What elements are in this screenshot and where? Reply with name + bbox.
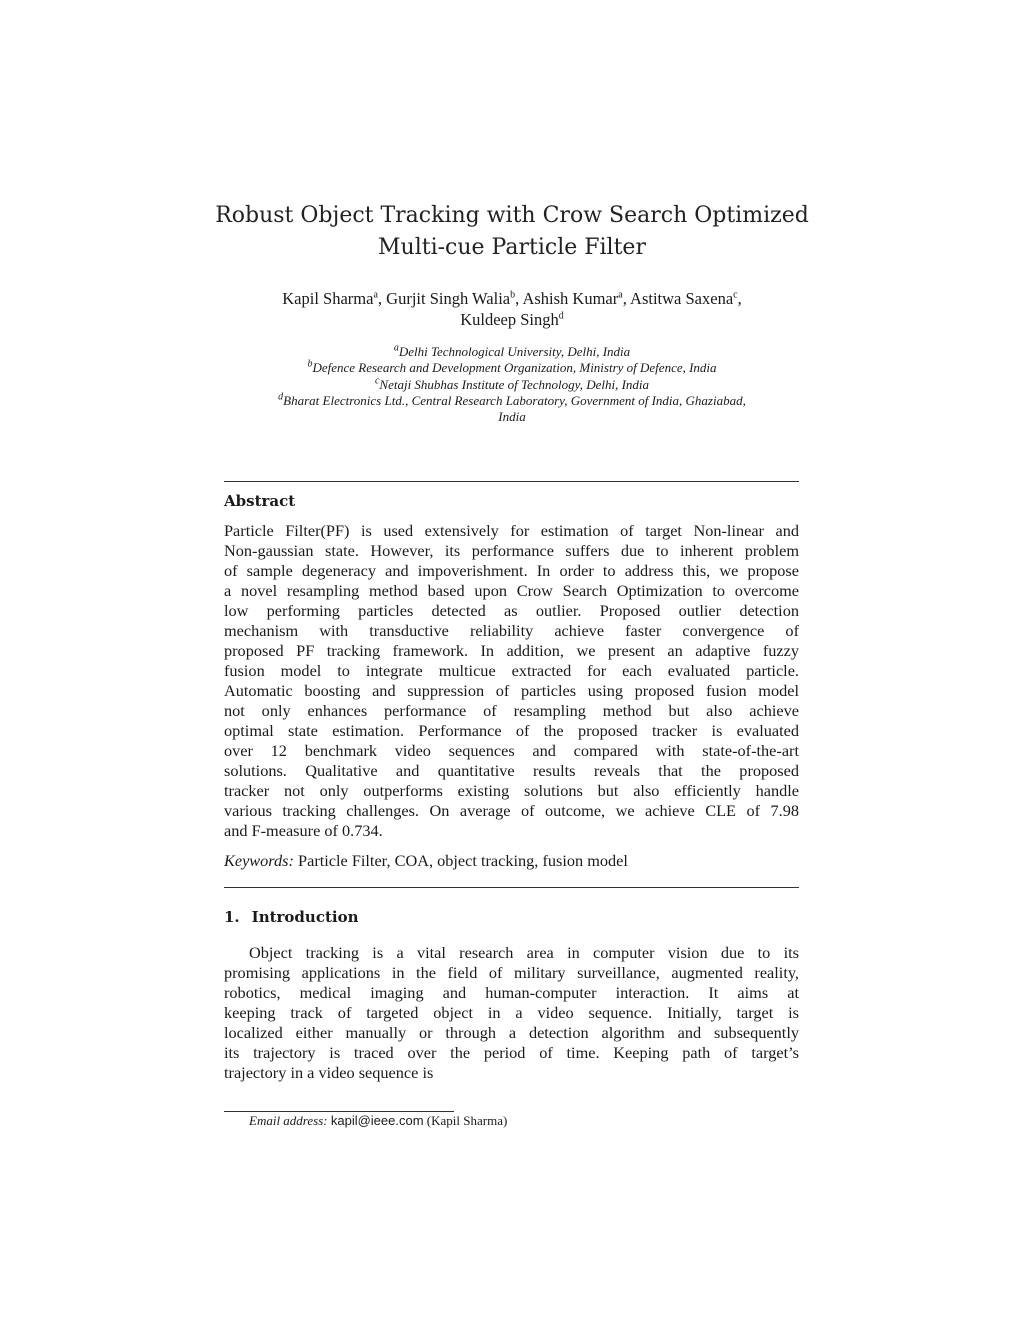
abstract-line: various tracking challenges. On average of outcome, we achieve CLE of 7.98 — [224, 801, 799, 820]
author-sup: b — [510, 289, 516, 301]
abstract-line: fusion model to integrate multicue extracted for each evaluated particle. — [224, 661, 799, 680]
keywords-label: Keywords: — [224, 851, 294, 870]
affiliation-text: Netaji Shubhas Institute of Technology, Delhi, India — [379, 376, 650, 392]
author-name: Kuldeep Singh — [460, 310, 559, 329]
section-number: 1. — [224, 908, 240, 926]
abstract-line: Non-gaussian state. However, its performance suffers due to inherent problem — [224, 541, 799, 560]
email-link[interactable]: kapil@ieee.com — [330, 1113, 424, 1128]
abstract-line: and F-measure of 0.734. — [224, 821, 383, 840]
title-line-1: Robust Object Tracking with Crow Search Optimized — [215, 203, 809, 228]
affiliation-d — [180, 393, 844, 409]
abstract-line: mechanism with transductive reliability achieve faster convergence of — [224, 621, 799, 640]
intro-line: keeping track of targeted object in a video sequence. Initially, target is — [224, 1003, 799, 1022]
author-name: Ashish Kumar — [522, 289, 619, 308]
section-title: Introduction — [251, 908, 359, 926]
title-line-2: Multi-cue Particle Filter — [378, 235, 646, 260]
keywords — [224, 851, 628, 871]
section-heading-introduction — [224, 907, 359, 927]
intro-line: localized either manually or through a detection algorithm and subsequently — [224, 1023, 799, 1042]
affiliation-a — [180, 344, 844, 360]
affiliation-b — [180, 360, 844, 376]
abstract-line: a novel resampling method based upon Crow Search Optimization to overcome — [224, 581, 799, 600]
affiliation-sup: d — [278, 391, 284, 403]
abstract-line: Particle Filter(PF) is used extensively for estimation of target Non-linear and — [224, 521, 799, 540]
affiliation-text: Bharat Electronics Ltd., Central Research Laboratory, Government of India, Ghaziabad, — [283, 392, 746, 408]
intro-line: promising applications in the field of military surveillance, augmented reality, — [224, 963, 799, 982]
abstract-line: solutions. Qualitative and quantitative results reveals that the proposed — [224, 761, 799, 780]
author-name: Astitwa Saxena — [630, 289, 734, 308]
author-name: Gurjit Singh Walia — [386, 289, 511, 308]
abstract-line: tracker not only outperforms existing solutions but also efficiently handle — [224, 781, 799, 800]
footnote-name: (Kapil Sharma) — [426, 1113, 508, 1128]
abstract-line: over 12 benchmark video sequences and compared with state-of-the-art — [224, 741, 799, 760]
abstract-line: optimal state estimation. Performance of the proposed tracker is evaluated — [224, 721, 799, 740]
affiliations — [180, 344, 844, 425]
abstract-line: Automatic boosting and suppression of particles using proposed fusion model — [224, 681, 799, 700]
abstract-bottom-rule — [224, 887, 799, 888]
abstract-line: not only enhances performance of resampling method but also achieve — [224, 701, 799, 720]
intro-line: Object tracking is a vital research area in computer vision due to its — [249, 943, 799, 962]
authors-line-1: Kapil Sharma$^a$, Gurjit Singh Walia$^b$, Ashish Kumar$^a$, Astitwa Saxena$^c$, — [282, 289, 742, 308]
abstract-line: low performing particles detected as outlier. Proposed outlier detection — [224, 601, 799, 620]
author-sup: a — [618, 289, 623, 301]
intro-line: its trajectory is traced over the period of time. Keeping path of target’s — [224, 1043, 799, 1062]
affiliation-d-continued: India — [498, 409, 526, 425]
affiliation-sup: b — [307, 358, 313, 370]
author-sup: a — [373, 289, 378, 301]
paper-title — [150, 200, 874, 264]
affiliation-sup: a — [393, 342, 399, 354]
footnote — [249, 1112, 507, 1130]
abstract-line: proposed PF tracking framework. In addition, we present an adaptive fuzzy — [224, 641, 799, 660]
affiliation-text: Delhi Technological University, Delhi, India — [398, 344, 631, 359]
intro-line: trajectory in a video sequence is — [224, 1063, 434, 1082]
author-sup: d — [558, 310, 564, 322]
abstract-body — [224, 521, 799, 841]
abstract-top-rule — [224, 481, 799, 482]
author-sup: c — [733, 289, 738, 301]
abstract-heading: Abstract — [224, 492, 296, 510]
author-list — [180, 288, 844, 330]
introduction-body — [224, 943, 799, 1083]
affiliation-text: Defence Research and Development Organization, Ministry of Defence, India — [312, 360, 717, 376]
abstract-line: of sample degeneracy and impoverishment. In order to address this, we propose — [224, 561, 799, 580]
keywords-text: Particle Filter, COA, object tracking, fusion model — [298, 851, 628, 870]
footnote-label: Email address: — [249, 1113, 328, 1128]
intro-line: robotics, medical imaging and human-computer interaction. It aims at — [224, 983, 799, 1002]
affiliation-c — [180, 377, 844, 393]
author-name: Kapil Sharma — [282, 289, 374, 308]
affiliation-sup: c — [374, 375, 380, 387]
authors-line-2 — [180, 309, 844, 330]
